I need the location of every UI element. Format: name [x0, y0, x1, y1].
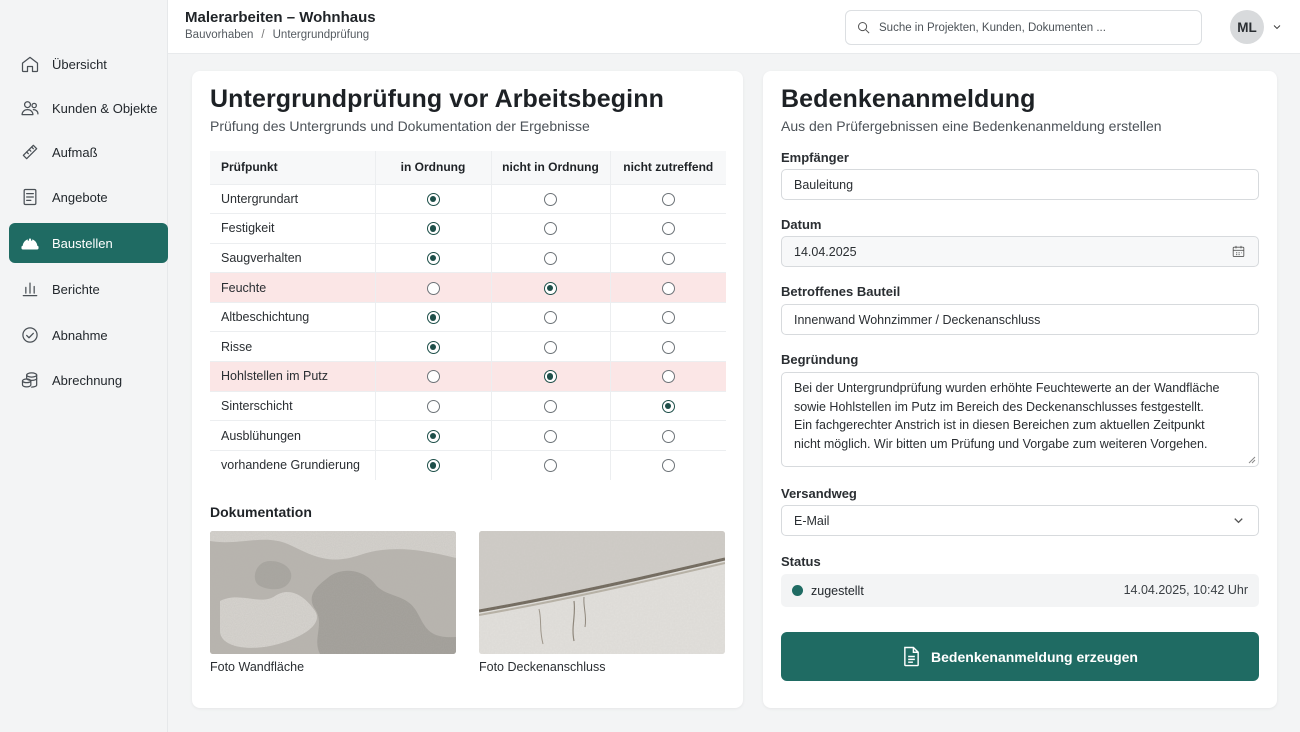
radio-nicht-in-ordnung[interactable] — [544, 341, 557, 354]
radio-cell — [610, 450, 726, 480]
notice-card — [763, 71, 1277, 708]
table-row — [210, 243, 726, 273]
radio-nicht-zutreffend[interactable] — [662, 400, 675, 413]
radio-cell — [375, 362, 491, 392]
shipping-select[interactable] — [781, 505, 1259, 536]
notice-title: Bedenkenanmeldung — [781, 85, 1036, 113]
radio-cell — [610, 214, 726, 244]
radio-nicht-zutreffend[interactable] — [662, 252, 675, 265]
page-title: Malerarbeiten – Wohnhaus — [185, 9, 376, 26]
search-icon — [856, 20, 871, 35]
radio-cell — [610, 362, 726, 392]
radio-nicht-zutreffend[interactable] — [662, 222, 675, 235]
column-header-nicht-in-ordnung: nicht in Ordnung — [491, 151, 610, 184]
reason-label: Begründung — [781, 352, 859, 367]
shipping-value: E-Mail — [794, 513, 830, 528]
photo-caption-wall: Foto Wandfläche — [210, 660, 305, 674]
column-header-pruefpunkt: Prüfpunkt — [210, 151, 375, 184]
avatar[interactable]: ML — [1230, 10, 1264, 44]
sidebar-item-label: Aufmaß — [52, 144, 98, 160]
radio-cell — [375, 421, 491, 451]
radio-nicht-in-ordnung[interactable] — [544, 459, 557, 472]
radio-in-ordnung[interactable] — [427, 311, 440, 324]
status-value: zugestellt — [811, 583, 864, 598]
home-icon — [19, 53, 41, 75]
sidebar-item-angebote[interactable] — [9, 177, 168, 217]
radio-cell — [491, 421, 610, 451]
radio-nicht-zutreffend[interactable] — [662, 193, 675, 206]
check-circle-icon — [19, 324, 41, 346]
breadcrumb-item-bauvorhaben[interactable]: Bauvorhaben — [185, 29, 254, 41]
sidebar-item-abrechnung[interactable] — [9, 360, 168, 400]
component-value: Innenwand Wohnzimmer / Deckenanschluss — [794, 312, 1041, 327]
row-label: Sinterschicht — [210, 391, 375, 421]
radio-in-ordnung[interactable] — [427, 222, 440, 235]
inspection-title: Untergrundprüfung vor Arbeitsbeginn — [210, 85, 664, 113]
radio-cell — [491, 302, 610, 332]
reason-line: Ein fachgerechter Anstrich ist in diesen Bereichen zum aktuellen Zeitpunkt — [794, 418, 1205, 432]
documentation-title: Dokumentation — [210, 504, 312, 520]
shipping-label: Versandweg — [781, 486, 857, 501]
status-box — [781, 574, 1259, 607]
table-row — [210, 214, 726, 244]
recipient-label: Empfänger — [781, 150, 849, 165]
table-row — [210, 273, 726, 303]
radio-cell — [375, 450, 491, 480]
radio-cell — [375, 214, 491, 244]
ruler-icon — [19, 141, 41, 163]
radio-nicht-in-ordnung[interactable] — [544, 311, 557, 324]
reason-line: nicht möglich. Wir bitten um Prüfung und Vorgabe zum weiteren Vorgehen. — [794, 436, 1208, 451]
radio-nicht-zutreffend[interactable] — [662, 341, 675, 354]
row-label: Feuchte — [210, 273, 375, 303]
radio-cell — [491, 273, 610, 303]
generate-notice-button[interactable] — [781, 632, 1259, 681]
row-label: Ausblühungen — [210, 421, 375, 451]
radio-in-ordnung[interactable] — [427, 400, 440, 413]
table-row — [210, 302, 726, 332]
column-header-nicht-zutreffend: nicht zutreffend — [610, 151, 726, 184]
reason-textarea[interactable] — [781, 372, 1259, 467]
calendar-icon[interactable] — [1231, 244, 1247, 260]
radio-cell — [610, 243, 726, 273]
radio-in-ordnung[interactable] — [427, 193, 440, 206]
radio-cell — [491, 184, 610, 214]
radio-cell — [610, 391, 726, 421]
radio-in-ordnung[interactable] — [427, 341, 440, 354]
radio-cell — [610, 302, 726, 332]
radio-cell — [375, 302, 491, 332]
sidebar-item-label: Berichte — [52, 281, 100, 297]
sidebar-item-abnahme[interactable] — [9, 315, 168, 355]
status-dot-icon — [792, 585, 803, 596]
radio-in-ordnung[interactable] — [427, 370, 440, 383]
radio-nicht-in-ordnung[interactable] — [544, 252, 557, 265]
radio-cell — [375, 332, 491, 362]
row-label: vorhandene Grundierung — [210, 450, 375, 480]
sidebar-item-berichte[interactable] — [9, 269, 168, 309]
sidebar-item-label: Abnahme — [52, 327, 108, 343]
sidebar-item-label: Abrechnung — [52, 372, 123, 388]
sidebar-item-kunden[interactable] — [9, 88, 168, 128]
sidebar — [0, 0, 168, 732]
column-header-in-ordnung: in Ordnung — [375, 151, 491, 184]
breadcrumb-item-current: Untergrundprüfung — [272, 29, 370, 41]
row-label: Risse — [210, 332, 375, 362]
radio-in-ordnung[interactable] — [427, 459, 440, 472]
table-row — [210, 421, 726, 451]
reason-line: sowie Hohlstellen im Putz im Bereich des Deckenanschlusses festgestellt. — [794, 399, 1204, 414]
notice-subtitle: Aus den Prüfergebnissen eine Bedenkenanmeldung erstellen — [781, 118, 1162, 134]
radio-cell — [375, 243, 491, 273]
component-label: Betroffenes Bauteil — [781, 284, 901, 299]
sidebar-item-label: Angebote — [52, 189, 108, 205]
date-value: 14.04.2025 — [794, 244, 857, 259]
sidebar-item-label: Übersicht — [52, 56, 107, 72]
radio-nicht-in-ordnung[interactable] — [544, 430, 557, 443]
radio-in-ordnung[interactable] — [427, 430, 440, 443]
radio-cell — [610, 332, 726, 362]
table-row — [210, 362, 726, 392]
radio-nicht-zutreffend[interactable] — [662, 430, 675, 443]
row-label: Saugverhalten — [210, 243, 375, 273]
document-icon — [19, 186, 41, 208]
photo-caption-ceiling: Foto Deckenanschluss — [479, 660, 606, 674]
reason-line: Bei der Untergrundprüfung wurden erhöhte Feuchtewerte an der Wandfläche — [794, 381, 1220, 395]
top-header — [168, 0, 1300, 54]
radio-nicht-in-ordnung[interactable] — [544, 370, 557, 383]
radio-nicht-zutreffend[interactable] — [662, 370, 675, 383]
photo-wall-surface[interactable] — [210, 531, 456, 654]
status-timestamp: 14.04.2025, 10:42 Uhr — [1123, 583, 1248, 597]
radio-cell — [610, 421, 726, 451]
radio-nicht-zutreffend[interactable] — [662, 282, 675, 295]
sidebar-item-label: Kunden & Objekte — [52, 100, 158, 116]
table-row — [210, 391, 726, 421]
radio-in-ordnung[interactable] — [427, 252, 440, 265]
component-field[interactable] — [781, 304, 1259, 335]
table-row — [210, 184, 726, 214]
breadcrumb — [185, 29, 369, 41]
status-label: Status — [781, 554, 821, 569]
radio-cell — [491, 450, 610, 480]
radio-nicht-zutreffend[interactable] — [662, 311, 675, 324]
photo-ceiling-joint[interactable] — [479, 531, 725, 654]
row-label: Untergrundart — [210, 184, 375, 214]
helmet-icon — [19, 232, 41, 254]
recipient-value: Bauleitung — [794, 177, 854, 192]
table-row — [210, 332, 726, 362]
radio-cell — [491, 391, 610, 421]
chevron-down-icon — [1231, 513, 1247, 529]
inspection-table — [210, 151, 726, 480]
row-label: Altbeschichtung — [210, 302, 375, 332]
radio-cell — [375, 184, 491, 214]
search-input[interactable] — [879, 22, 1179, 34]
radio-nicht-in-ordnung[interactable] — [544, 400, 557, 413]
sidebar-item-label: Baustellen — [52, 235, 113, 251]
radio-nicht-zutreffend[interactable] — [662, 459, 675, 472]
row-label: Festigkeit — [210, 214, 375, 244]
radio-cell — [491, 214, 610, 244]
radio-cell — [491, 243, 610, 273]
document-icon — [902, 646, 921, 667]
radio-cell — [375, 391, 491, 421]
sidebar-item-baustellen[interactable] — [9, 223, 168, 263]
radio-cell — [491, 362, 610, 392]
radio-cell — [610, 184, 726, 214]
radio-nicht-in-ordnung[interactable] — [544, 282, 557, 295]
radio-cell — [610, 273, 726, 303]
generate-notice-label: Bedenkenanmeldung erzeugen — [931, 648, 1138, 665]
sidebar-item-uebersicht[interactable] — [9, 44, 168, 84]
row-label: Hohlstellen im Putz — [210, 362, 375, 392]
search-box[interactable] — [845, 10, 1202, 45]
recipient-field[interactable] — [781, 169, 1259, 200]
table-row — [210, 450, 726, 480]
date-field[interactable] — [781, 236, 1259, 267]
radio-in-ordnung[interactable] — [427, 282, 440, 295]
chevron-down-icon[interactable] — [1271, 20, 1285, 34]
users-icon — [19, 97, 41, 119]
inspection-subtitle: Prüfung des Untergrunds und Dokumentation der Ergebnisse — [210, 118, 590, 134]
breadcrumb-separator: / — [261, 29, 265, 41]
inspection-card — [192, 71, 743, 708]
date-label: Datum — [781, 217, 822, 232]
radio-nicht-in-ordnung[interactable] — [544, 222, 557, 235]
bar-chart-icon — [19, 278, 41, 300]
radio-nicht-in-ordnung[interactable] — [544, 193, 557, 206]
coins-icon — [19, 369, 41, 391]
radio-cell — [491, 332, 610, 362]
resize-grip-icon[interactable] — [1248, 456, 1256, 464]
sidebar-item-aufmass[interactable] — [9, 132, 168, 172]
radio-cell — [375, 273, 491, 303]
